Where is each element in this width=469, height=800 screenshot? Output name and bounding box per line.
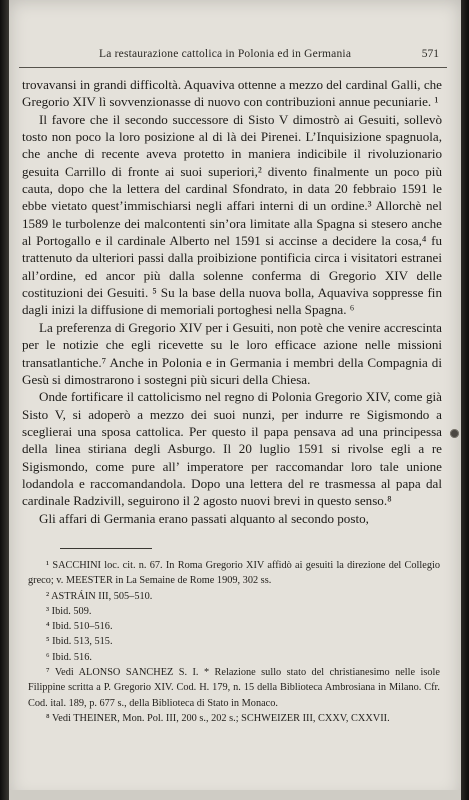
header-rule	[19, 67, 447, 68]
running-header	[19, 48, 447, 66]
running-title: La restaurazione cattolica in Polonia ed in Germania	[99, 48, 352, 60]
footnotes	[28, 558, 440, 726]
scan-right-edge	[461, 0, 469, 800]
footnote: ¹ SACCHINI loc. cit. n. 67. In Roma Gregorio XIV affidò ai gesuiti la direzione del Collegio greco; v. MEESTER in La Semaine de Rome 1909, 302 ss.	[28, 560, 440, 587]
paragraph: Onde fortificare il cattolicismo nel regno di Polonia Gregorio XIV, come già Sisto V, si adoperò a mezzo dei suoi nunzi, per indurre re Sigismondo a sceglierai una sposa cattolica. Per questo il papa pensava ad una principessa della linea stiriana degli Asburgo. Il 20 luglio 1591 si rivolse egli a re Sigismondo, come pure all’ imperatore per raccomandar loro tale unione lodandola e raccomandandola. Dopo una lettera del re trasmessa al papa dal cardinale Radzivill, seguirono il 2 agosto nuovi brevi in questo senso.⁸	[22, 389, 442, 509]
footnote: ⁵ Ibid. 513, 515.	[46, 636, 113, 648]
paragraph: Il favore che il secondo successore di Sisto V dimostrò ai Gesuiti, sollevò tosto non poco la loro posizione al di là dei Pirenei. L’Inquisizione spagnuola, che anche di recente aveva protetto in maniera indicibile il rivoluzionario gesuita Carrillo di fronte ai suoi superiori,² divento finalmente un poco più cauta, dopo che la lettera del cardinal Sfondrato, in data 20 febbraio 1591 le ebbe vietato quest’immischiarsi negli affari interni di un ordine.³ Allorchè nel 1589 le turbolenze dei malcontenti sin’ora limitate alla Spagna si stesero anche al Portogallo e il cardinale Alberto nel 1591 si accinse a decidere la cosa,⁴ fu trattenuto da ulteriori passi dalla proibizione pontificia circa i visitatori estranei all’ordine, ed ancor più dalla solenne conferma di Gregorio XIV delle costituzioni dei Gesuiti. ⁵ Su la base della nuova bolla, Aquaviva soppresse fin dagli inizi la diffusione di memoriali portoghesi nella Spagna. ⁶	[22, 111, 442, 318]
footnote: ² ASTRÁIN III, 505–510.	[46, 590, 153, 602]
paragraph: La preferenza di Gregorio XIV per i Gesuiti, non potè che venire accrescinta per le notizie che egli ricevette su le loro efficace azione nelle missioni transatlantiche.⁷ Anche in Polonia e in Germania i membri della Compagnia di Gesù si dimostrarono i sostegni più sicuri della Chiesa.	[22, 319, 442, 387]
footnote: ⁴ Ibid. 510–516.	[46, 621, 113, 633]
footnote: ⁶ Ibid. 516.	[46, 651, 92, 663]
scan-bottom-strip	[9, 790, 461, 800]
margin-ink-mark	[450, 429, 459, 438]
footnote: ⁸ Vedi THEINER, Mon. Pol. III, 200 s., 202 s.; SCHWEIZER III, CXXV, CXXVII.	[46, 712, 390, 724]
footnote-separator	[60, 548, 152, 549]
body-text	[22, 76, 442, 527]
scan-left-edge	[0, 0, 9, 800]
paragraph: Gli affari di Germania erano passati alquanto al secondo posto,	[39, 510, 369, 526]
footnote: ⁷ Vedi ALONSO SANCHEZ S. I. * Relazione sullo stato del christianesimo nelle isole Filippine scritta a P. Gregorio XIV. Cod. H. 179, n. 15 della Biblioteca Ambrosiana in Milano. Cfr. Cod. ital. 189, p. 677 s., della Biblioteca di Stato in Monaco.	[28, 667, 440, 709]
page-number: 571	[421, 48, 439, 60]
paragraph: trovavansi in grandi difficoltà. Aquaviva ottenne a mezzo del cardinal Galli, che Gregorio XIV lì sovvenzionasse di nuovo con contribuzioni annue pecuniarie. ¹	[22, 77, 442, 110]
footnote: ³ Ibid. 509.	[46, 605, 92, 617]
